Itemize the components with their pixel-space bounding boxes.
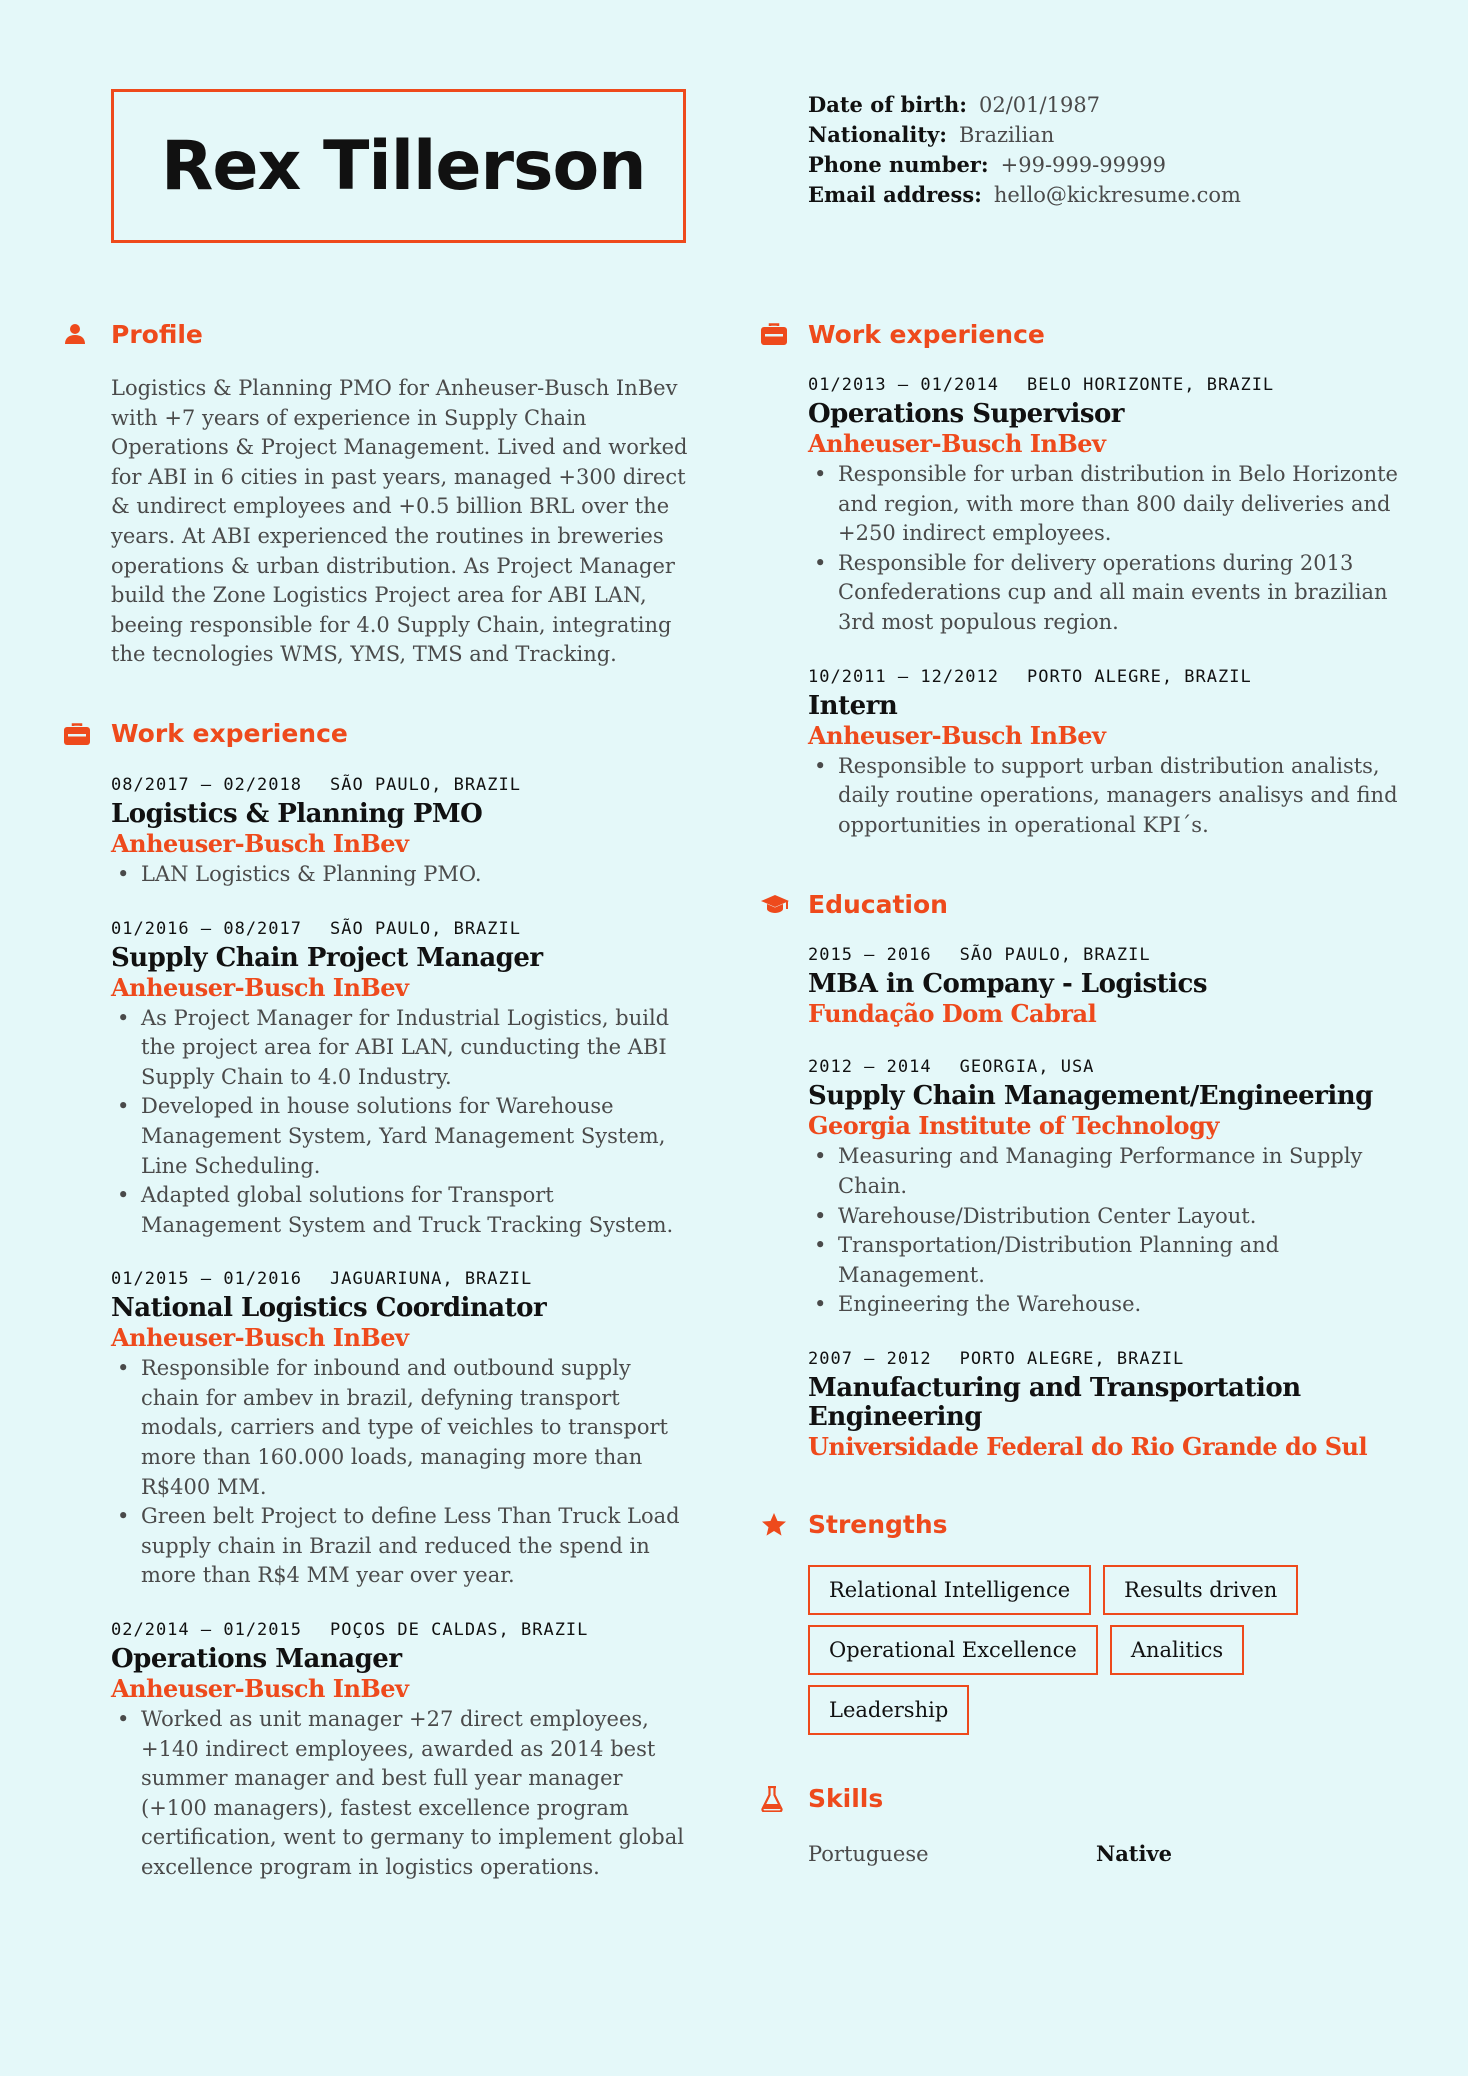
education-entry (808, 944, 1401, 1028)
education-bullets (808, 1142, 1401, 1320)
job-location: JAGUARIUNA, BRAZIL (330, 1269, 533, 1290)
school-name: Fundação Dom Cabral (808, 999, 1097, 1029)
briefcase-icon (64, 723, 111, 745)
contact-value: 02/01/1987 (979, 93, 1101, 117)
strength-tags (808, 1565, 1368, 1735)
section-title: Work experience (808, 319, 1045, 349)
skill-name: Portuguese (808, 1841, 929, 1866)
job-location: SÃO PAULO, BRAZIL (330, 774, 521, 795)
contact-label: Nationality: (808, 122, 947, 147)
job-dates: 02/2014 — 01/2015 (111, 1620, 302, 1641)
candidate-name: Rex Tillerson (161, 126, 646, 206)
job-company: Anheuser-Busch InBev (111, 972, 409, 1002)
name-box (111, 89, 686, 243)
list-item: • Responsible for urban distribution in Belo Horizonte and region, with more than 800 daily deliveries and +250 indirect employees. (808, 460, 1401, 549)
strength-tag: Relational Intelligence (808, 1565, 1091, 1615)
job-entry (808, 374, 1401, 638)
job-company: Anheuser-Busch InBev (111, 828, 409, 858)
education-dates: 2015 — 2016 (808, 945, 932, 966)
star-icon (761, 1512, 808, 1538)
strength-tag: Analitics (1110, 1625, 1244, 1675)
job-bullets (111, 860, 694, 890)
work-experience-section (761, 316, 1401, 840)
education-dates: 2007 — 2012 (808, 1348, 932, 1369)
contact-row-email (808, 180, 1241, 210)
job-dates: 01/2016 — 08/2017 (111, 918, 302, 939)
section-header (64, 716, 694, 752)
job-entry (808, 666, 1401, 841)
section-title: Profile (111, 319, 203, 349)
job-title: Supply Chain Project Manager (111, 942, 543, 973)
list-item: • Green belt Project to define Less Than Truck Load supply chain in Brazil and reduced the spend in more than R$4 MM year over year. (111, 1502, 694, 1591)
job-location: SÃO PAULO, BRAZIL (330, 918, 521, 939)
job-bullets (808, 460, 1401, 638)
education-meta (808, 944, 1401, 966)
education-dates: 2012 — 2014 (808, 1057, 932, 1078)
job-meta (111, 774, 694, 796)
list-item: • Measuring and Managing Performance in Supply Chain. (808, 1142, 1401, 1201)
briefcase-icon (761, 323, 808, 345)
job-meta (111, 1619, 694, 1641)
left-column (64, 316, 694, 1929)
list-item: • Responsible for delivery operations during 2013 Confederations cup and all main events in brazilian 3rd most populous region. (808, 549, 1401, 638)
strengths-section (761, 1507, 1401, 1735)
section-body (111, 374, 694, 670)
skill-row (808, 1839, 1401, 1869)
list-item: • Warehouse/Distribution Center Layout. (808, 1202, 1401, 1232)
skills-section (761, 1781, 1401, 1869)
job-bullets (111, 1705, 694, 1883)
section-body (111, 774, 694, 1883)
section-header (64, 316, 694, 352)
contact-value: +99-999-99999 (1000, 153, 1167, 177)
job-dates: 10/2011 — 12/2012 (808, 666, 999, 687)
person-icon (64, 323, 111, 345)
job-meta (808, 374, 1401, 396)
strength-tag: Results driven (1103, 1565, 1298, 1615)
section-title: Work experience (111, 719, 348, 749)
education-entry (808, 1056, 1401, 1320)
degree-title: MBA in Company - Logistics (808, 969, 1207, 1000)
contact-label: Date of birth: (808, 92, 967, 117)
contact-label: Email address: (808, 182, 982, 207)
contact-label: Phone number: (808, 152, 989, 177)
section-header (761, 1781, 1401, 1817)
job-dates: 01/2013 — 01/2014 (808, 375, 999, 395)
school-name: Universidade Federal do Rio Grande do Sul (808, 1431, 1368, 1461)
job-entry (111, 918, 694, 1241)
list-item: • Developed in house solutions for Warehouse Management System, Yard Management System, Line Scheduling. (111, 1092, 694, 1181)
contact-value: Brazilian (958, 123, 1055, 147)
job-company: Anheuser-Busch InBev (111, 1323, 409, 1353)
job-entry (111, 1619, 694, 1883)
degree-title: Supply Chain Management/Engineering (808, 1081, 1373, 1112)
section-title: Strengths (808, 1510, 948, 1540)
education-entry (808, 1348, 1401, 1461)
section-body (808, 1565, 1401, 1735)
contact-value: hello@kickresume.com (993, 183, 1241, 207)
list-item: • Responsible to support urban distribution analists, daily routine operations, managers analisys and find opportunities in operational KPI´s. (808, 752, 1401, 841)
profile-text: Logistics & Planning PMO for Anheuser-Busch InBev with +7 years of experience in Supply Chain Operations & Project Management. Lived and worked for ABI in 6 cities in past years, managed +300 direct & undirect employees and +0.5 billion BRL over the years. At ABI experienced the routines in breweries operations & urban distribution. As Project Manager build the Zone Logistics Project area for ABI LAN, beeing responsible for 4.0 Supply Chain, integrating the tecnologies WMS, YMS, TMS and Tracking. (111, 376, 688, 667)
contact-row-nationality (808, 120, 1241, 150)
section-body (808, 374, 1401, 840)
section-header (761, 316, 1401, 352)
education-location: SÃO PAULO, BRAZIL (959, 945, 1151, 966)
job-bullets (111, 1004, 694, 1241)
job-meta (111, 918, 694, 940)
job-entry (111, 1268, 694, 1591)
job-dates: 01/2015 — 01/2016 (111, 1269, 302, 1290)
job-dates: 08/2017 — 02/2018 (111, 774, 302, 795)
section-body (808, 944, 1401, 1461)
job-title: Logistics & Planning PMO (111, 798, 483, 829)
job-entry (111, 774, 694, 890)
job-location: POÇOS DE CALDAS, BRAZIL (330, 1620, 589, 1641)
contact-row-phone (808, 150, 1241, 180)
section-header (761, 1507, 1401, 1543)
job-meta (111, 1268, 694, 1290)
list-item: • Adapted global solutions for Transport Management System and Truck Tracking System. (111, 1181, 694, 1240)
flask-icon (761, 1786, 808, 1812)
job-bullets (808, 752, 1401, 841)
job-bullets (111, 1354, 694, 1591)
section-header (761, 886, 1401, 922)
degree-title: Manufacturing and Transportation Engineering (808, 1372, 1301, 1432)
profile-section (64, 316, 694, 670)
strength-tag: Leadership (808, 1685, 969, 1735)
job-company: Anheuser-Busch InBev (808, 720, 1106, 750)
right-column (761, 316, 1401, 1915)
skill-level: Native (1096, 1840, 1173, 1866)
list-item: • Responsible for inbound and outbound supply chain for ambev in brazil, defyning transport modals, carriers and type of veichles to transport more than 160.000 loads, managing more than R$400 MM. (111, 1354, 694, 1502)
list-item: • As Project Manager for Industrial Logistics, build the project area for ABI LAN, cunducting the ABI Supply Chain to 4.0 Industry. (111, 1004, 694, 1093)
contact-row-dob (808, 90, 1241, 120)
job-company: Anheuser-Busch InBev (111, 1674, 409, 1704)
strength-tag: Operational Excellence (808, 1625, 1098, 1675)
job-company: Anheuser-Busch InBev (808, 429, 1106, 458)
education-section (761, 886, 1401, 1461)
section-title: Skills (808, 1784, 884, 1814)
job-location: PORTO ALEGRE, BRAZIL (1027, 666, 1252, 687)
school-name: Georgia Institute of Technology (808, 1111, 1219, 1141)
list-item: • Worked as unit manager +27 direct employees, +140 indirect employees, awarded as 2014 best summer manager and best full year manager (+100 managers), fastest excellence program certification, went to germany to implement global excellence program in logistics operations. (111, 1705, 694, 1883)
education-location: PORTO ALEGRE, BRAZIL (959, 1348, 1185, 1369)
list-item: • LAN Logistics & Planning PMO. (111, 860, 694, 890)
job-title: National Logistics Coordinator (111, 1293, 547, 1324)
job-title: Operations Supervisor (808, 399, 1124, 429)
education-meta (808, 1056, 1401, 1078)
job-meta (808, 666, 1401, 688)
section-body (808, 1839, 1401, 1869)
education-location: GEORGIA, USA (959, 1057, 1095, 1078)
work-experience-section (64, 716, 694, 1883)
job-title: Intern (808, 690, 898, 721)
section-title: Education (808, 889, 948, 919)
job-title: Operations Manager (111, 1644, 402, 1675)
graduation-cap-icon (761, 893, 808, 915)
list-item: • Engineering the Warehouse. (808, 1290, 1401, 1320)
job-location: BELO HORIZONTE, BRAZIL (1027, 375, 1275, 395)
list-item: • Transportation/Distribution Planning and Management. (808, 1231, 1401, 1290)
education-meta (808, 1348, 1401, 1370)
contact-info (808, 90, 1241, 210)
